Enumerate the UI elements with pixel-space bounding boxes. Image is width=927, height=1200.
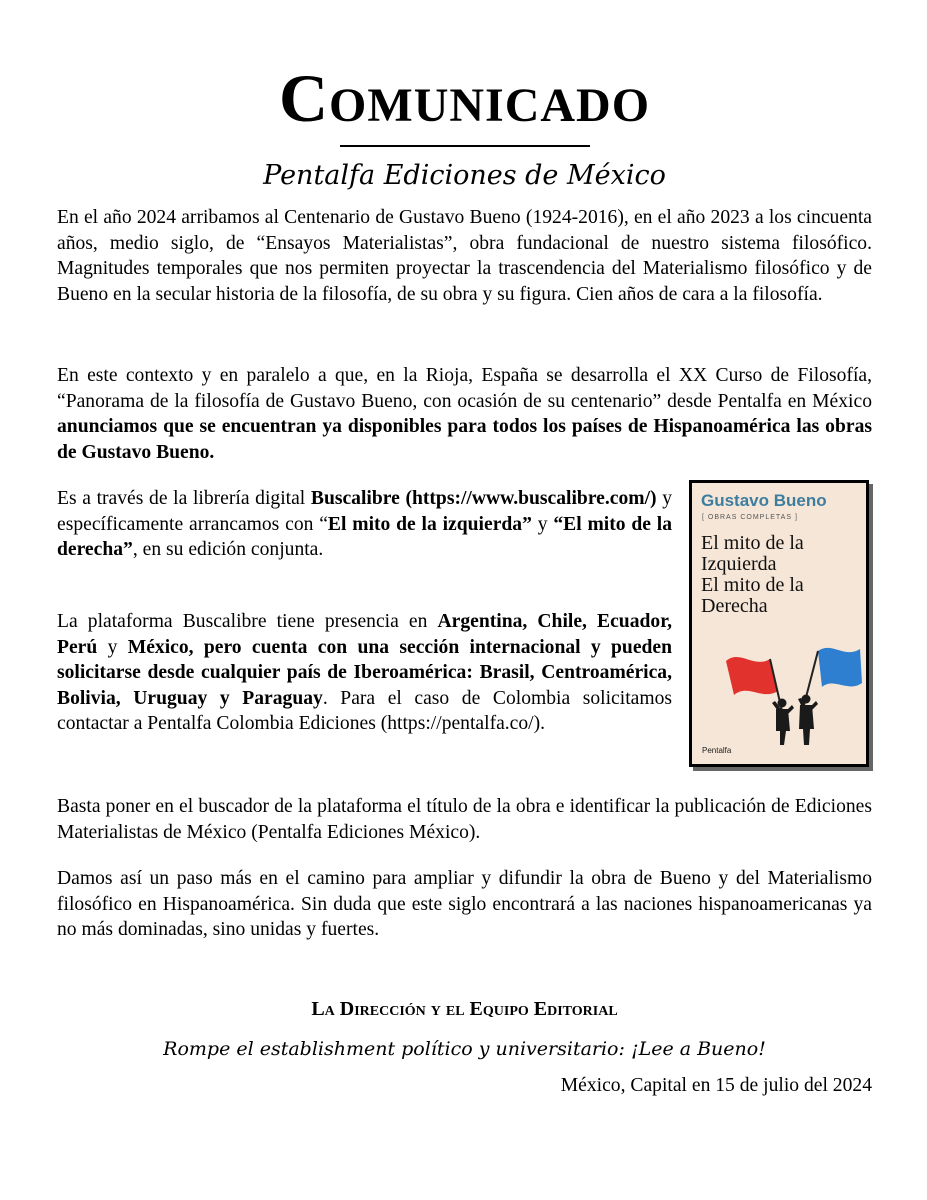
p4-text-a: La plataforma Buscalibre tiene presencia en	[57, 611, 438, 632]
book-cover-publisher: Pentalfa	[702, 746, 732, 755]
paragraph-plataforma	[57, 609, 672, 737]
title-divider	[340, 145, 590, 147]
paragraph-contexto-text: En este contexto y en paralelo a que, en la Rioja, España se desarrolla el XX Curso de Filosofía, “Panorama de la filosofía de Gustavo Bueno, con ocasión de su centenario” desde Pentalfa en México	[57, 365, 872, 412]
paragraph-centenario: En el año 2024 arribamos al Centenario de Gustavo Bueno (1924-2016), en el año 2023 a los cincuenta años, medio siglo, de “Ensayos Materialistas”, obra fundacional de nuestro sistema filosófico. Magnitudes temporales que nos permiten proyectar la trascendencia del Materialismo filosófico y de Bueno en la secular historia de la filosofía, de su obra y su figura. Cien años de cara a la filosofía.	[57, 207, 872, 305]
book-cover-series: [ OBRAS COMPLETAS ]	[702, 514, 798, 521]
right-figure-icon	[798, 695, 818, 746]
document-page	[57, 0, 872, 1200]
p4-text-e: . Para el caso de Colombia solicitamos contactar a Pentalfa Colombia Ediciones (https://pentalfa.co/).	[57, 687, 672, 735]
paragraph-contexto-bold: anunciamos que se encuentran ya disponibles para todos los países de Hispanoamérica las obras de Gustavo Bueno.	[57, 416, 872, 463]
flag-bearers-illustration	[692, 633, 866, 753]
paragraph-camino: Damos así un paso más en el camino para ampliar y difundir la obra de Bueno y del Materialismo filosófico en Hispanoamérica. Sin duda que este siglo encontrará a las naciones hispanoamericanas ya no más dominadas, sino unidas y fuertes.	[57, 868, 872, 941]
signature: La Dirección y el Equipo Editorial	[311, 998, 618, 1020]
slogan: Rompe el establishment político y universitario: ¡Lee a Bueno!	[163, 1038, 766, 1060]
p3-text-g: , en su edición conjunta.	[132, 539, 324, 561]
book-cover-image	[689, 480, 869, 767]
p4-text-c: y	[97, 636, 128, 658]
blue-flag-icon	[818, 648, 862, 687]
book-cover-title-1: El mito de la Izquierda	[701, 532, 804, 575]
book-cover-title	[701, 533, 866, 617]
buscalibre-link: Buscalibre (https://www.buscalibre.com/)	[310, 488, 657, 509]
p3-text-e: y	[531, 513, 554, 535]
book-cover-title-2: El mito de la Derecha	[701, 574, 804, 617]
p4-countries-a: Argentina, Chile, Ecuador, Perú	[57, 611, 672, 658]
book-title-derecha: “El mito de la derecha”	[57, 513, 673, 561]
paragraph-buscalibre	[57, 486, 672, 563]
book-title-izquierda: El mito de la izquierda”	[327, 513, 532, 535]
page-title: Comunicado	[278, 60, 651, 136]
p4-countries-b: México, pero cuenta con una sección internacional y pueden solicitarse desde cualquier país de Iberoamérica: Brasil, Centroamérica, Bolivia, Uruguay y Paraguay	[57, 636, 673, 709]
paragraph-contexto	[57, 363, 872, 465]
paragraph-buscador: Basta poner en el buscador de la plataforma el título de la obra e identificar la publicación de Ediciones Materialistas de México (Pentalfa Ediciones México).	[57, 796, 872, 843]
book-cover-author: Gustavo Bueno	[701, 491, 827, 510]
left-figure-icon	[772, 699, 794, 746]
dateline: México, Capital en 15 de julio del 2024	[560, 1075, 872, 1096]
page-subtitle: Pentalfa Ediciones de México	[263, 160, 666, 191]
p3-text-a: Es a través de la librería digital	[57, 488, 311, 509]
p3-text-c: y específicamente arrancamos con “	[57, 488, 672, 535]
